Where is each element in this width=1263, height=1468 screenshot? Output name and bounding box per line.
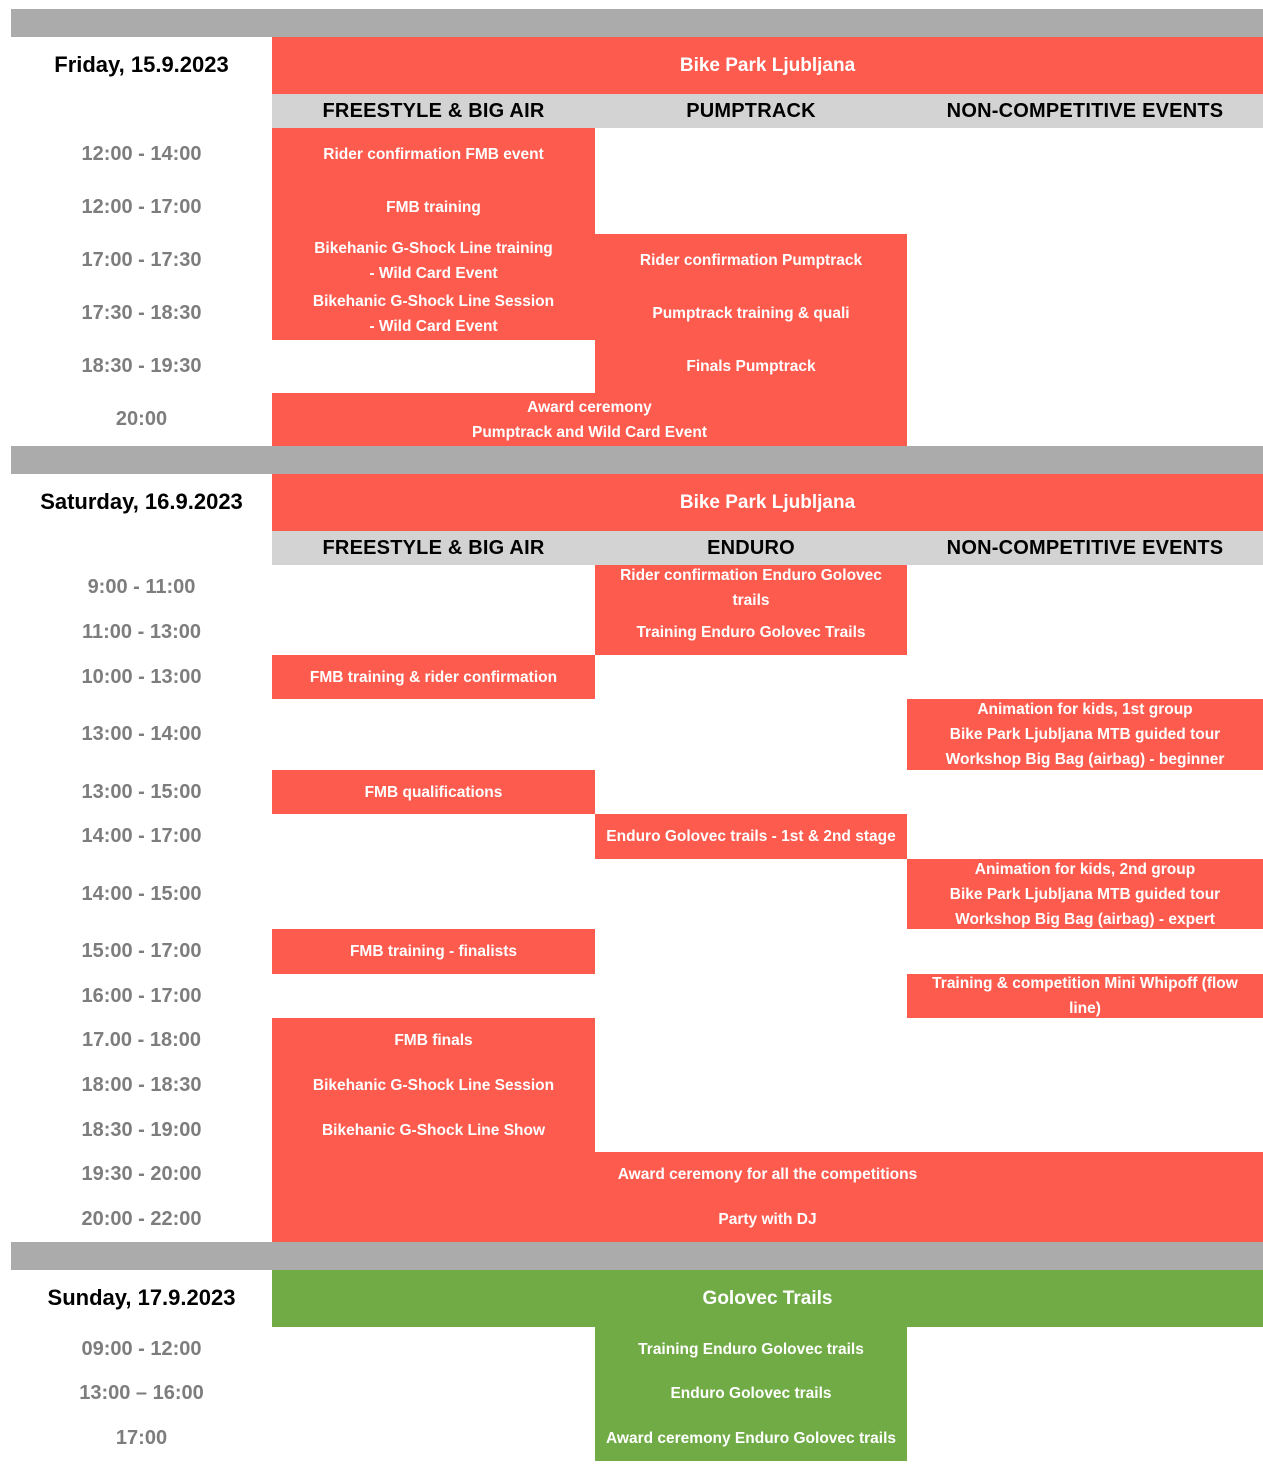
time-slot: 12:00 - 14:00: [81, 143, 202, 165]
time-slot: 15:00 - 17:00: [81, 940, 202, 962]
time-slot: 12:00 - 17:00: [81, 196, 202, 218]
event-line: - Wild Card Event: [369, 264, 498, 282]
day-separator: [11, 1242, 1263, 1270]
column-header-freestyle: FREESTYLE & BIG AIR: [272, 94, 595, 128]
event-block-fmb-training-finalists: FMB training - finalists: [272, 929, 595, 974]
event-block-gshock-session: [272, 287, 595, 340]
time-slot: 17:30 - 18:30: [81, 302, 202, 324]
event-line: line): [1069, 1000, 1101, 1017]
day-title-saturday: Saturday, 16.9.2023: [40, 489, 243, 514]
event-line: Bike Park Ljubljana MTB guided tour: [949, 726, 1221, 743]
time-slot: 20:00 - 22:00: [81, 1208, 202, 1230]
time-slot: 13:00 – 16:00: [79, 1382, 204, 1404]
event-block-pump-confirmation: Rider confirmation Pumptrack: [595, 234, 907, 287]
column-header-non-competitive: NON-COMPETITIVE EVENTS: [907, 531, 1263, 565]
time-slot: 14:00 - 15:00: [81, 882, 202, 905]
time-slot: 18:30 - 19:30: [81, 355, 202, 377]
day-separator: [11, 446, 1263, 474]
event-block-sunday-award: Award ceremony Enduro Golovec trails: [595, 1416, 907, 1461]
time-slot: 17.00 - 18:00: [82, 1029, 201, 1051]
column-header-freestyle: FREESTYLE & BIG AIR: [272, 531, 595, 565]
event-line: Workshop Big Bag (airbag) - beginner: [945, 751, 1225, 768]
event-block-enduro-confirmation: [595, 565, 907, 610]
time-slot: 18:00 - 18:30: [81, 1074, 202, 1096]
event-block-gshock-training: [272, 234, 595, 287]
event-line: Training & competition Mini Whipoff (flow: [932, 975, 1238, 992]
event-block-enduro-training: Training Enduro Golovec Trails: [595, 610, 907, 655]
event-block-fmb-qualifications: FMB qualifications: [272, 770, 595, 814]
event-block-mini-whipoff: [907, 974, 1263, 1018]
time-slot: 10:00 - 13:00: [81, 665, 202, 688]
time-slot: 20:00: [115, 408, 168, 430]
time-slot: 11:00 - 13:00: [82, 621, 201, 643]
event-block-pump-finals: Finals Pumptrack: [595, 340, 907, 393]
day-title-friday: Friday, 15.9.2023: [54, 52, 229, 77]
event-block-award-all: Award ceremony for all the competitions: [272, 1152, 1263, 1197]
event-line: Award ceremony: [527, 398, 652, 416]
event-block-kids-2nd-group: [907, 859, 1263, 929]
event-line: Bikehanic G-Shock Line Session: [312, 292, 555, 310]
event-line: Bike Park Ljubljana MTB guided tour: [949, 885, 1221, 903]
event-line: Animation for kids, 1st group: [977, 701, 1193, 718]
event-block-sunday-race: Enduro Golovec trails: [595, 1371, 907, 1416]
event-block-fmb-training-confirmation: FMB training & rider confirmation: [272, 655, 595, 699]
event-block-fmb-confirmation: Rider confirmation FMB event: [272, 128, 595, 181]
event-line: Pumptrack and Wild Card Event: [472, 423, 707, 441]
event-block-kids-1st-group: [907, 699, 1263, 770]
venue-header: Golovec Trails: [272, 1270, 1263, 1327]
time-slot: 09:00 - 12:00: [81, 1337, 202, 1360]
event-block-enduro-stage: Enduro Golovec trails - 1st & 2nd stage: [595, 814, 907, 859]
event-block-gshock-show: Bikehanic G-Shock Line Show: [272, 1108, 595, 1152]
event-block-fmb-finals: FMB finals: [272, 1018, 595, 1063]
venue-header: Bike Park Ljubljana: [272, 474, 1263, 531]
day-separator: [11, 9, 1263, 37]
column-header-non-competitive: NON-COMPETITIVE EVENTS: [907, 94, 1263, 128]
event-line: Rider confirmation Enduro Golovec: [620, 566, 882, 584]
event-line: Bikehanic G-Shock Line training: [314, 239, 553, 257]
venue-header: Bike Park Ljubljana: [272, 37, 1263, 94]
event-block-gshock-session: Bikehanic G-Shock Line Session: [272, 1063, 595, 1108]
time-slot: 17:00 - 17:30: [81, 249, 202, 271]
event-block-fmb-training: FMB training: [272, 181, 595, 234]
time-slot: 14:00 - 17:00: [81, 825, 202, 847]
event-line: Workshop Big Bag (airbag) - expert: [955, 910, 1215, 928]
time-slot: 18:30 - 19:00: [81, 1118, 202, 1141]
time-slot: 9:00 - 11:00: [87, 576, 196, 598]
time-slot: 17:00: [115, 1427, 168, 1449]
time-slot: 13:00 - 14:00: [81, 723, 202, 745]
time-slot: 16:00 - 17:00: [81, 984, 202, 1007]
event-line: trails: [732, 591, 770, 609]
event-block-party: Party with DJ: [272, 1197, 1263, 1242]
event-block-sunday-training: Training Enduro Golovec trails: [595, 1327, 907, 1371]
event-line: - Wild Card Event: [369, 317, 498, 335]
time-slot: 19:30 - 20:00: [81, 1163, 202, 1185]
event-line: Animation for kids, 2nd group: [974, 860, 1196, 878]
event-block-award-ceremony: [272, 393, 907, 446]
event-block-pump-training: Pumptrack training & quali: [595, 287, 907, 340]
column-header-enduro: ENDURO: [595, 531, 907, 565]
day-title-sunday: Sunday, 17.9.2023: [47, 1285, 236, 1310]
column-header-pumptrack: PUMPTRACK: [595, 94, 907, 128]
time-slot: 13:00 - 15:00: [81, 780, 202, 803]
